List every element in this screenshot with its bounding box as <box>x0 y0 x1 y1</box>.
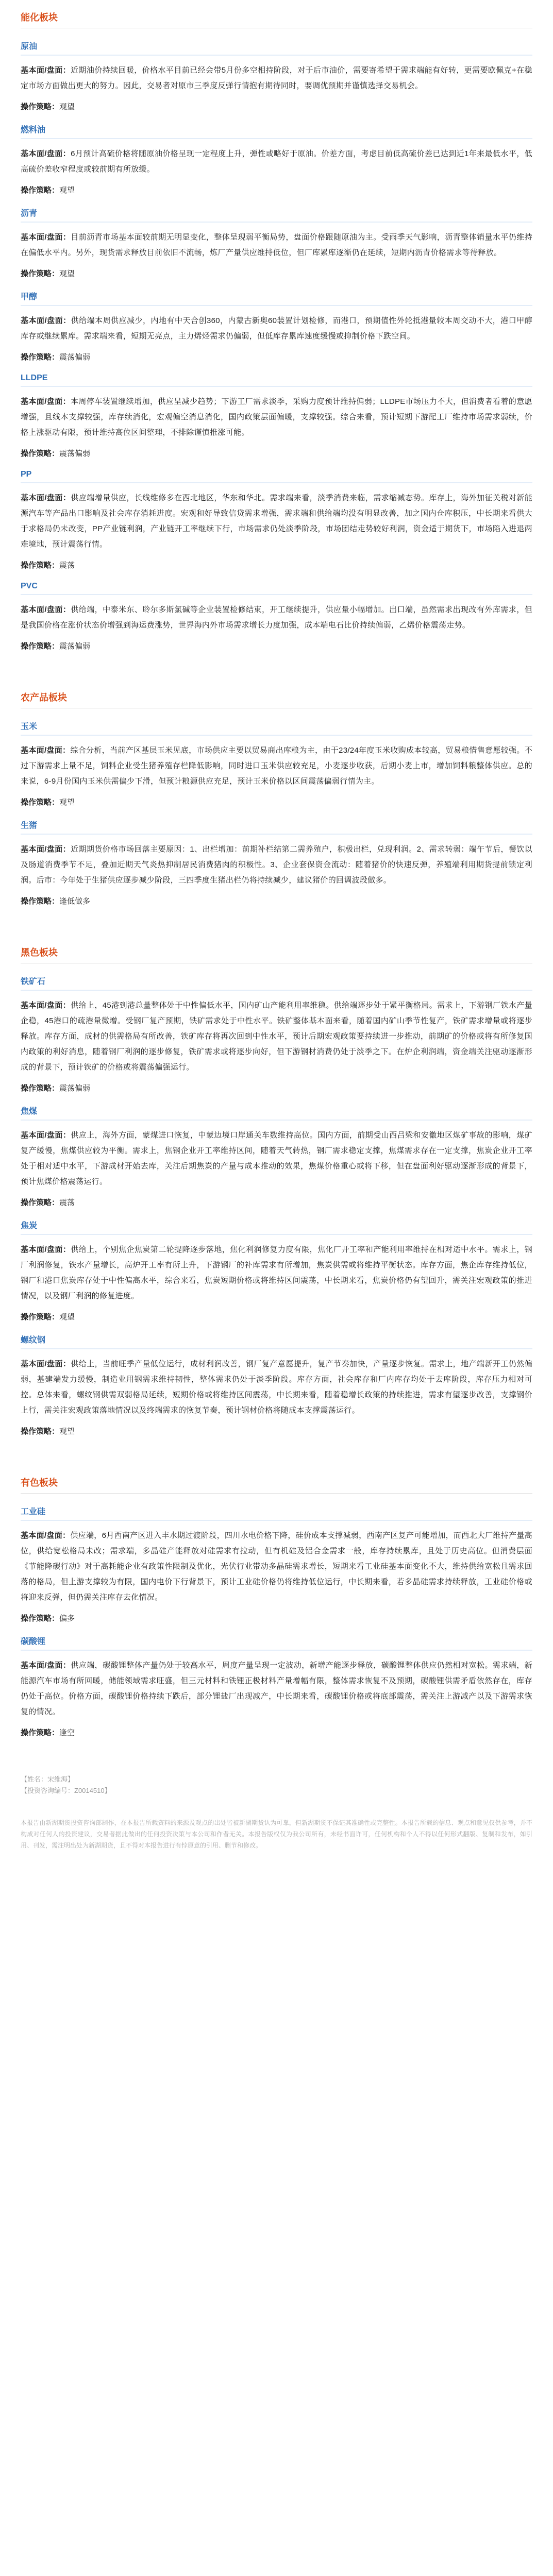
item-title: 螺纹钢 <box>21 1336 46 1345</box>
item-coke <box>21 1219 532 1322</box>
item-fuel-oil <box>21 123 532 195</box>
item-underline <box>21 1120 532 1121</box>
item-fundamentals: 基本面/盘面：近期期货价格市场回落主要原因：1、出栏增加：前期补栏结第二需养殖户，积极出栏，兑现利润。2、需求转弱：端午节后，餐饮以及肠道消费季节不足，叠加近期天气炎热抑制居民消费猪肉的积极性。3、企业套保资金流动：随着猪价的快速反弹，养殖端利用期货提前锁定利润。后市：今年处于生猪供应逐步减少阶段，三四季度生猪出栏仍将持续减少，建议猪价的回调波段做多。 <box>21 845 532 885</box>
item-fundamentals: 基本面/盘面：供应端，碳酸锂整体产量仍处于较高水平，周度产量呈现一定波动，新增产能逐步释放，碳酸锂整体供应仍然相对宽松。需求端，新能源汽车市场有所回暖，储能领域需求旺盛，但三元材料和铁锂正极材料产量增幅有限，整体需求恢复不及预期，碳酸锂供需矛盾依然存在，库存仍处于高位。价格方面，碳酸锂价格持续下跌后，部分锂盐厂出现减产，中长期来看，碳酸锂价格或将底部震荡，需关注上游减产以及下游需求恢复的情况。 <box>21 1661 532 1716</box>
item-underline <box>21 990 532 991</box>
item-strategy: 操作策略：观望 <box>21 103 75 111</box>
section-ferrous <box>21 935 532 1436</box>
item-title: PVC <box>21 582 38 590</box>
item-lithium-carbonate <box>21 1635 532 1738</box>
item-strategy: 操作策略：逢空 <box>21 1728 75 1737</box>
item-strategy: 操作策略：震荡偏弱 <box>21 449 91 458</box>
item-title: 工业硅 <box>21 1507 46 1516</box>
item-underline <box>21 594 532 595</box>
item-live-hog <box>21 819 532 906</box>
license-number: 【投资咨询编号：Z0014510】 <box>21 1787 111 1794</box>
item-underline <box>21 1650 532 1651</box>
item-title: 玉米 <box>21 722 38 731</box>
item-strategy: 操作策略：震荡 <box>21 561 75 570</box>
item-fundamentals: 基本面/盘面：供应端增量供应，长线维修多在西北地区，华东和华北。需求端来看，淡季消费来临，需求缩减态势。库存上，海外加征关税对新能源汽车等产品出口影响及社会库存消耗进度。宏观和好导致信贷需求增强，需求端和供给端均没有明显改善，加之国内仓库积压，中长期来看供大于求格局仍未改变，PP产业链利润，产业链开工率继续下行，市场需求仍处淡季阶段，市场团结走势较好利润，资金适于期货下，市场陷入进退两难境地，预计震荡行情。 <box>21 494 532 549</box>
disclaimer: 本报告由新湖期货投资咨询部制作，在本报告所载资料的来源及观点的出处皆被新湖期货认为可靠，但新湖期货不保证其准确性或完整性。本报告所载的信息、观点和意见仅供参考，并不构成对任何人的投资建议，交易者据此做出的任何投资决策与本公司和作者无关。本报告版权仅为我公司所有，未经书面许可，任何机构和个人不得以任何形式翻版、复制和发布，如引用、刊发，需注明出处为新湖期货，且不得对本报告进行有悖原意的引用、删节和修改。 <box>21 1819 532 1849</box>
item-crude-oil <box>21 40 532 112</box>
item-title: 甲醇 <box>21 293 38 301</box>
item-strategy: 操作策略：震荡 <box>21 1198 75 1207</box>
section-nonferrous <box>21 1465 532 1738</box>
item-strategy: 操作策略：观望 <box>21 1427 75 1436</box>
item-fundamentals: 基本面/盘面：本周停车装置继续增加，供应呈减少趋势；下游工厂需求淡季，采购力度预计维持偏弱；LLDPE市场压力不大，但消费者看着的意愿增强，且线本支撑较强，库存续消化，宏观偏空消息消化，国内政策层面偏暖，支撑较强。综合来看，预计短期下游配工厂维持市场需求弱续，价格上涨驱动有限，预计维持高位区间整理，不排除谨慎推涨可能。 <box>21 397 532 437</box>
item-fundamentals: 基本面/盘面：供给端，中泰米东、聆尔多斯氯碱等企业装置检修结束，开工继续提升，供应量小幅增加。出口端，虽然需求出现改有外库需求，但是我国价格在涨价状态价增强到海运费涨势，世界海内外市场需求增长力度加强，成本端电石比价持续偏弱，乙烯价格震荡走势。 <box>21 605 532 630</box>
section-energy-chemical <box>21 0 532 651</box>
item-lldpe <box>21 374 532 459</box>
section-title: 黑色板块 <box>21 947 58 958</box>
item-pvc <box>21 582 532 651</box>
item-title: 焦煤 <box>21 1107 38 1116</box>
item-underline <box>21 222 532 223</box>
item-fundamentals: 基本面/盘面：供应上，海外方面，蒙煤进口恢复，中蒙边境口岸通关车数维持高位。国内方面，前期受山西吕梁和安徽地区煤矿事故的影响，煤矿复产缓慢，焦煤供应较为平衡。需求上，焦钢企业开工率维持区间，随着天气转热，钢厂需求稳定支撑，焦煤需求存在一定支撑，焦炭企业开工率处于相对适中水平，下游成材开始去库，关注后期焦炭的产量与成本推动的效果，焦煤价格重心或将下移，但在盘面利好驱动逐渐形成的背景下，预计焦煤价格震荡运行。 <box>21 1131 532 1186</box>
item-underline <box>21 305 532 306</box>
item-fundamentals: 基本面/盘面：目前沥青市场基本面较前期无明显变化，整体呈现弱平衡局势，盘面价格跟随原油为主。受雨季天气影响，沥青整体销量水平仍维持在偏低水平内。另外，现货需求释放目前依旧不流畅，炼厂产量供应维持低位，但厂库累库逐渐仍在延续，短期内沥青价格需求等待释放。 <box>21 233 532 257</box>
item-title: PP <box>21 470 32 479</box>
item-fundamentals: 基本面/盘面：供给上，个别焦企焦炭第二轮提降逐步落地，焦化利润修复力度有限，焦化厂开工率和产能利用率维持在相对适中水平。需求上，钢厂利润修复，铁水产量增长，高炉开工率有所上升，下游钢厂的补库需求有所增加，焦炭供需或将维持平衡状态。库存方面，焦企库存维持低位，钢厂和港口焦炭库存处于中性偏高水平，综合来看，焦炭短期价格或将维持区间震荡，中长期来看，焦炭价格仍有望回升，需关注宏观政策的推进情况，以及钢厂利润的修复进度。 <box>21 1245 532 1300</box>
item-rebar <box>21 1333 532 1436</box>
item-title: 生猪 <box>21 821 38 830</box>
item-strategy: 操作策略：震荡偏弱 <box>21 1084 91 1093</box>
item-title: 原油 <box>21 42 38 51</box>
item-underline <box>21 138 532 139</box>
item-title: 碳酸锂 <box>21 1637 46 1646</box>
item-underline <box>21 55 532 56</box>
item-title: 沥青 <box>21 209 38 218</box>
item-underline <box>21 834 532 835</box>
section-title: 农产品板块 <box>21 692 67 703</box>
item-title: 铁矿石 <box>21 977 46 986</box>
item-strategy: 操作策略：震荡偏弱 <box>21 642 91 651</box>
item-industrial-silicon <box>21 1505 532 1623</box>
section-title: 有色板块 <box>21 1478 58 1488</box>
item-underline <box>21 1348 532 1349</box>
item-strategy: 操作策略：震荡偏弱 <box>21 353 91 362</box>
item-iron-ore <box>21 975 532 1093</box>
item-title: 焦炭 <box>21 1222 38 1230</box>
item-asphalt <box>21 207 532 279</box>
item-underline <box>21 386 532 387</box>
item-underline <box>21 1234 532 1235</box>
item-strategy: 操作策略：观望 <box>21 1313 75 1321</box>
item-strategy: 操作策略：偏多 <box>21 1614 75 1623</box>
item-fundamentals: 基本面/盘面：供给上，45港到港总量整体处于中性偏低水平，国内矿山产能利用率维稳。供给端逐步处于紧平衡格局。需求上，下游钢厂铁水产量企稳，45港口的疏港量微增。受钢厂复产预期，铁矿需求处于中性水平。铁矿整体基本面来看，随着国内矿山季节性复产，铁矿需求增量或将逐步释放。库存方面，成材的供需格局有所改善，铁矿库存将再次回到中性水平，预计后期宏观政策要持续进一步推动，前期矿的价格或将有所修复国内政策的利好消息，随着钢厂利润的逐步修复，铁矿需求或将逐步向好，但下游钢材消费仍处于淡季之下。在炉企利润端，资金端关注驱动逐渐形成的背景下，预计铁矿的价格或将震荡偏强运行。 <box>21 1001 532 1072</box>
item-strategy: 操作策略：观望 <box>21 269 75 278</box>
item-fundamentals: 基本面/盘面：综合分析，当前产区基层玉米见底，市场供应主要以贸易商出库粮为主，由于23/24年度玉米收购成本较高，贸易粮惜售意愿较强。不过下游需求上量不足，饲料企业受生猪养殖存栏降低影响，同时进口玉米供应较充足，小麦逐步收获，后期小麦上市，增加饲料粮整体供应。总的来说，6-9月份国内玉米供需偏少下滑，但预计粮源供应充足，预计玉米价格以区间震荡偏弱行情为主。 <box>21 746 532 786</box>
item-underline <box>21 482 532 483</box>
item-strategy: 操作策略：逢低做多 <box>21 897 91 906</box>
item-title: LLDPE <box>21 374 48 382</box>
author-info <box>21 1774 532 1797</box>
item-corn <box>21 720 532 807</box>
item-fundamentals: 基本面/盘面：供给端本周供应减少，内地有中天合创360，内蒙古新奥60装置计划检修，而港口，预期值性外轮抵港量较本周交动不大，港口甲醇库存或继续累库。需求端来看，短期无亮点，主力烯烃需求仍偏弱，但低库存累库速度缓慢或抑制价格下跌空间。 <box>21 316 532 341</box>
section-agriculture <box>21 680 532 906</box>
section-title: 能化板块 <box>21 12 58 23</box>
item-fundamentals: 基本面/盘面：近期油价持续回暖，价格水平目前已经会带5月份多空相持阶段，对于后市油价，需要寄希望于需求端能有好转，更需要欧佩克+在稳定市场方面做出更大的努力。因此，交易者对原市三季度反弹行情抱有期待同时，要调优预期并谨慎选择交易机会。 <box>21 66 532 90</box>
item-title: 燃料油 <box>21 126 46 134</box>
item-underline <box>21 735 532 736</box>
item-fundamentals: 基本面/盘面：供应端，6月西南产区进入丰水期过渡阶段，四川水电价格下降，硅价成本支撑减弱，西南产区复产可能增加，而西北大厂维持产量高位，供给宽松格局未改；需求端，多晶硅产能释放对硅需求有拉动，但有机硅及铝合金需求一般，库存持续累库，且处于历史高位。但消费层面《节能降碳行动》对于高耗能企业有政策性限制及优化，光伏行业带动多晶硅需求增长，短期来看工业硅基本面变化不大，维持供给宽松且需求回落的格局，但上游支撑较为有限，国内电价下行背景下，预计工业硅价格仍将维持低位运行，中长期来看，若多晶硅需求持续释放，工业硅价格或将迎来反弹，但仍需关注库存去化情况。 <box>21 1531 532 1602</box>
item-strategy: 操作策略：观望 <box>21 798 75 807</box>
item-pp <box>21 470 532 570</box>
author-name: 【姓名：宋维海】 <box>21 1775 75 1783</box>
item-methanol <box>21 290 532 362</box>
item-fundamentals: 基本面/盘面：供给上，当前旺季产量低位运行，成材利润改善，钢厂复产意愿提升，复产节奏加快，产量逐步恢复。需求上，地产端新开工仍然偏弱，基建端发力缓慢，制造业用钢需求维持韧性，整体需求仍处于淡季阶段。库存方面，社会库存和厂内库存均处于去库阶段，库存压力相对可控。总体来看，螺纹钢供需双弱格局延续，短期价格或将维持区间震荡，中长期来看，随着稳增长政策的持续推进，需求有望逐步改善，支撑钢价上行，需关注宏观政策落地情况以及终端需求的恢复节奏，预计钢材价格将随成本支撑震荡运行。 <box>21 1360 532 1415</box>
item-fundamentals: 基本面/盘面：6月预计高硫价格将随原油价格呈现一定程度上升，弹性或略好于原油。价差方面，考虑目前低高硫价差已达到近1年来最低水平，低高硫价差收窄程度或较前期有所放缓。 <box>21 149 532 174</box>
item-underline <box>21 1520 532 1521</box>
item-coking-coal <box>21 1105 532 1208</box>
section-divider <box>21 1493 532 1494</box>
item-strategy: 操作策略：观望 <box>21 186 75 195</box>
